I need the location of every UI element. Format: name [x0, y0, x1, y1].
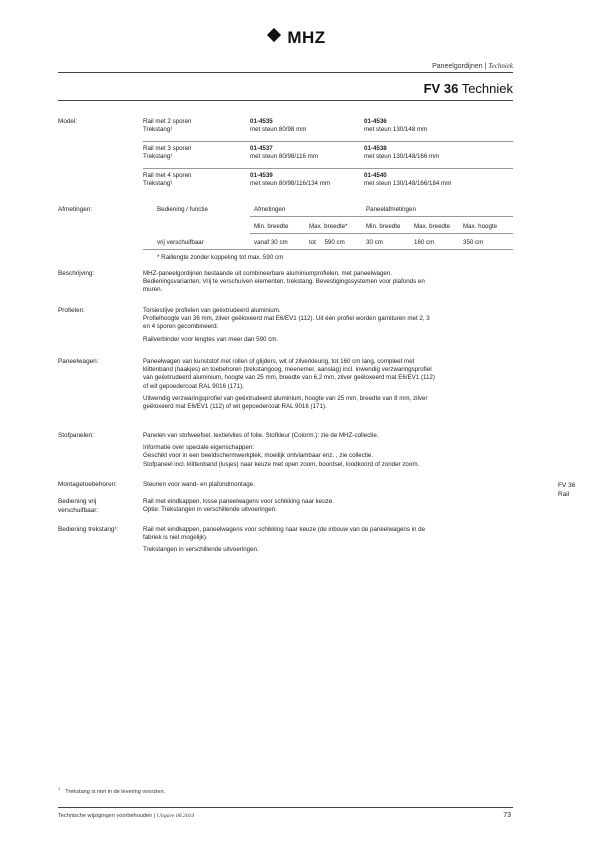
- model-code-desc: met steun 80/98 mm: [250, 126, 307, 134]
- text-line: van geëxtrudeerd aluminium, hoogte van 25 mm, breedte van 6,2 mm, zilver geëloxeerd mat E6/EV1 (112): [143, 374, 435, 382]
- profielen-text: [143, 307, 513, 344]
- model-row-2-name: [143, 145, 192, 161]
- text-line: Paneelwagen van kunststof met rollen of glijders, wit of zilverkleurig, tot 160 cm lang, compleet met: [143, 358, 415, 365]
- stofpanelen-text: [143, 432, 513, 469]
- model-row-3-col2: [364, 172, 451, 188]
- header-section: Paneelgordijnen |: [432, 63, 487, 70]
- trekstang-label: Bediening trekstang¹:: [58, 526, 119, 533]
- model-row-3-name: [143, 172, 192, 188]
- text-line: Rail met eindkappen, paneelwagens voor schikking naar keuze (de inbouw van de paneelwagens in de: [143, 526, 426, 533]
- afm-sub-phoogte: Max. hoogte: [463, 223, 498, 230]
- montage-text: [143, 481, 513, 489]
- afm-sub-pmax: Max. breedte: [414, 223, 451, 230]
- model-divider: [143, 141, 513, 142]
- page-title-bold: FV 36: [423, 81, 459, 96]
- afm-row-ph: 350 cm: [463, 239, 484, 246]
- vrij-label: [58, 498, 98, 515]
- model-code-desc: met steun 80/98/116 mm: [250, 153, 318, 161]
- model-divider: [143, 168, 513, 169]
- footer-rule: [58, 807, 513, 808]
- afm-sub-min: Min. breedte: [254, 223, 289, 230]
- page-title-rest: Techniek: [461, 81, 513, 96]
- model-row-3-title: Rail met 4 sporen: [143, 172, 192, 179]
- text-line: Rail met eindkappen, losse paneelwagens voor schikking naar keuze.: [143, 498, 334, 505]
- vrij-text: [143, 498, 513, 514]
- model-code: 01-4540: [364, 172, 387, 179]
- text-line: Torsiestijve profielen van geëxtrudeerd aluminium.: [143, 307, 281, 314]
- afm-divider: [143, 249, 513, 250]
- brand-name: MHZ: [287, 28, 326, 47]
- afm-sub-max: Max. breedte*: [309, 223, 348, 230]
- afm-row-pmin: 30 cm: [366, 239, 383, 246]
- text-line: geëloxeerd mat E6/EV1 (112) of wit gepoedercoat RAL 9016 (171).: [143, 403, 327, 411]
- afm-row-max: tot 590 cm: [309, 239, 345, 246]
- text-line: Stofpaneel incl. klittenband (lusjes) naar keuze met open zoom, boordsel, loodkoord of zonder zoom.: [143, 460, 420, 468]
- model-code-desc: met steun 130/148/166/184 mm: [364, 180, 452, 188]
- model-code-desc: met steun 130/148 mm: [364, 126, 428, 134]
- afm-divider: [250, 233, 513, 234]
- text-line: klittenband (haakjes) en toebehoren (trekstangoog, meenemer, aanslag) incl. inwendig verzwaringsprofiel: [143, 366, 432, 374]
- header-section-em: Techniek: [488, 62, 513, 70]
- afm-divider: [250, 216, 513, 217]
- model-row-1-name: [143, 118, 192, 134]
- header-breadcrumb: [432, 62, 513, 70]
- text-line: Optie: Trekstangen in verschillende uitvoeringen.: [143, 506, 277, 514]
- model-code-desc: met steun 80/98/116/134 mm: [250, 180, 331, 188]
- beschrijving-text: [143, 270, 513, 295]
- vrij-label-line1: Bediening vrij: [58, 498, 97, 505]
- model-code: 01-4539: [250, 172, 273, 179]
- stofpanelen-label: Stofpanelen:: [58, 432, 94, 439]
- afmetingen-label: Afmetingen:: [58, 206, 93, 213]
- text-line: Informatie over speciale eigenschappen:: [143, 444, 255, 452]
- text-line: of wit gepoedercoat RAL 9016 (171).: [143, 382, 244, 390]
- footer-edition: Uitgave 06.2014: [156, 813, 195, 819]
- diamond-icon: [267, 28, 281, 42]
- paneelwagen-label: Paneelwagen:: [58, 358, 99, 365]
- text-line: Panelen van stofweefsel, textielvlies of folie. Stofkleur (Colorm.): zie de MHZ-collectie.: [143, 432, 379, 439]
- afm-row-func: vrij verschuifbaar: [157, 239, 204, 246]
- model-row-3-sub: Trekstang¹: [143, 180, 173, 188]
- header-rule: [58, 72, 513, 73]
- model-row-1-title: Rail met 2 sporen: [143, 118, 192, 125]
- text-line: Steunen voor wand- en plafondmontage.: [143, 481, 255, 488]
- model-row-2-sub: Trekstang¹: [143, 153, 173, 161]
- text-line: Geschikt voor in een beeldschermwerkplek, moeilijk ontvlambaar enz. , zie collectie.: [143, 452, 374, 460]
- text-line: Trekstangen in verschillende uitvoeringen.: [143, 546, 259, 554]
- page-number: 73: [503, 812, 511, 819]
- brand-logo: [0, 28, 595, 48]
- footnote-text: Trekstang is niet in de levering voorzien.: [65, 788, 166, 795]
- title-rule: [58, 100, 513, 101]
- afm-row-pmax: 160 cm: [414, 239, 435, 246]
- afm-note: * Raillengte zonder koppeling tot max. 590 cm: [157, 254, 284, 261]
- afm-row-min: vanaf 30 cm: [254, 239, 288, 246]
- afm-header-afmetingen: Afmetingen: [254, 206, 286, 213]
- text-line: MHZ-paneelgordijnen bestaande uit combineerbare aluminiumprofielen, met paneelwagen.: [143, 270, 393, 277]
- side-marker: [558, 482, 575, 499]
- model-row-1-sub: Trekstang¹: [143, 126, 173, 134]
- text-line: Bedieningsvarianten: Vrij te verschuiven elementen, trekstang. Bevestigingssystemen voor plafonds en: [143, 278, 425, 286]
- model-row-3-col1: [250, 172, 330, 188]
- page-title: [424, 81, 513, 96]
- paneelwagen-text: [143, 358, 513, 411]
- text-line: fabriek is niet mogelijk).: [143, 534, 208, 542]
- model-code: 01-4538: [364, 145, 387, 152]
- beschrijving-label: Beschrijving:: [58, 270, 95, 277]
- text-line: Uitwendig verzwaringsprofiel van geëxtrudeerd aluminium, hoogte van 25 mm, breedte van 8 mm, zilver: [143, 394, 428, 402]
- footnote: [58, 786, 165, 795]
- model-code: 01-4537: [250, 145, 273, 152]
- model-label: Model:: [58, 118, 78, 125]
- model-code: 01-4536: [364, 118, 387, 125]
- text-line: en 4 sporen gecombineerd.: [143, 323, 219, 331]
- profielen-label: Profielen:: [58, 307, 85, 314]
- afm-header-paneel: Paneelafmetingen: [366, 206, 416, 213]
- text-line: Railverbinder voor lengtes van meer dan 590 cm.: [143, 335, 279, 343]
- vrij-label-line2: verschuifbaar:: [58, 506, 99, 514]
- montage-label: Montagetoebehoren:: [58, 481, 117, 488]
- model-row-1-col1: [250, 118, 306, 134]
- afm-sub-pmin: Min. breedte: [366, 223, 401, 230]
- model-row-2-col1: [250, 145, 318, 161]
- text-line: Profielhoogte van 36 mm, zilver geëloxeerd mat E6/EV1 (112). Uit één profiel worden garnituren met 2, 3: [143, 315, 430, 323]
- side-marker-line2: Rail: [558, 490, 570, 498]
- afm-header-bediening: Bediening / functie: [157, 206, 208, 213]
- trekstang-text: [143, 526, 513, 555]
- footnote-mark: 1: [58, 786, 61, 791]
- model-code-desc: met steun 130/148/166 mm: [364, 153, 440, 161]
- footer-disclaimer: Technische wijzigingen voorbehouden |: [58, 813, 156, 819]
- model-row-2-col2: [364, 145, 439, 161]
- footer-text: [58, 813, 194, 819]
- model-row-1-col2: [364, 118, 427, 134]
- model-row-2-title: Rail met 3 sporen: [143, 145, 192, 152]
- side-marker-line1: FV 36: [558, 482, 576, 489]
- model-code: 01-4535: [250, 118, 273, 125]
- text-line: muren.: [143, 286, 163, 294]
